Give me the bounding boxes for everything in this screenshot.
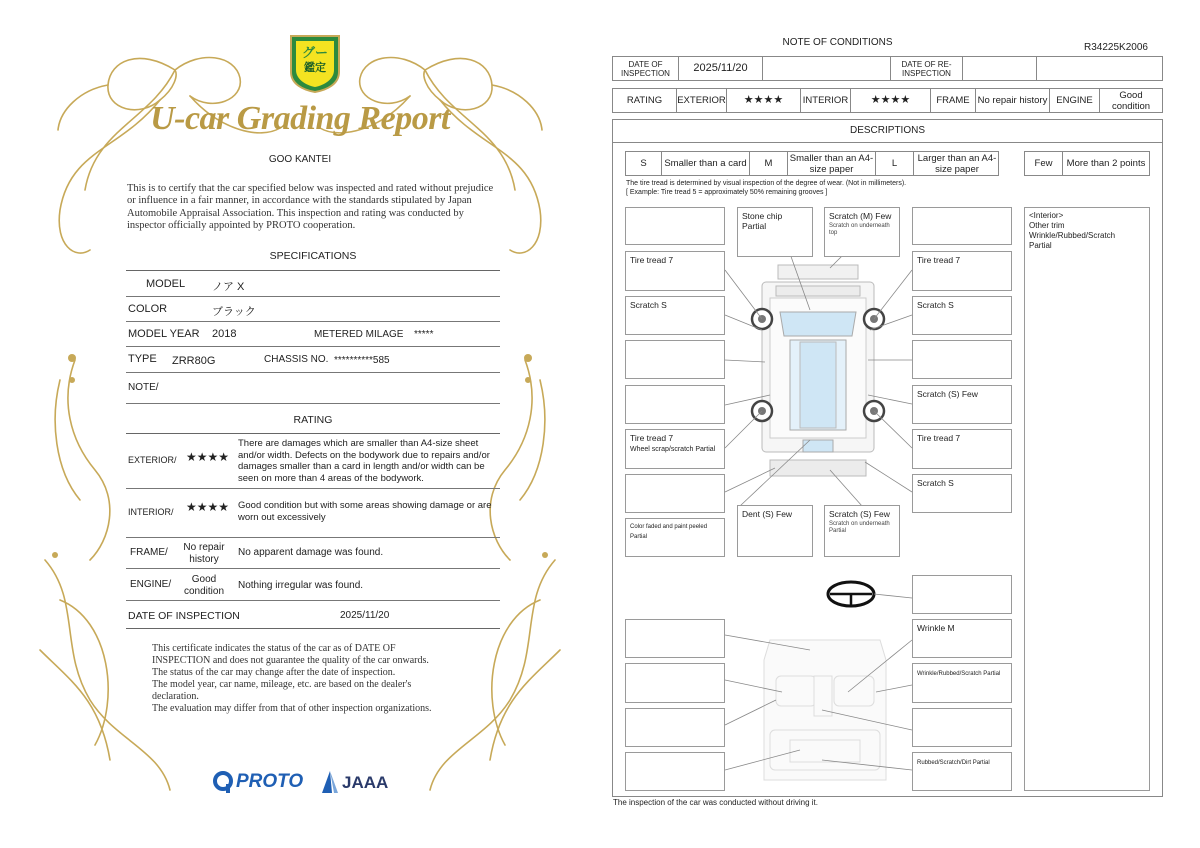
frame-label: FRAME — [931, 89, 976, 112]
color-label: COLOR — [128, 303, 168, 315]
cond-box-empty-5 — [912, 207, 1012, 245]
goo-kantei-badge — [287, 32, 343, 94]
legend-l-text: Larger than an A4-size paper — [917, 152, 997, 175]
cond-box-empty-1 — [625, 207, 725, 245]
steering-wheel-icon — [828, 582, 874, 606]
descriptions-heading: DESCRIPTIONS — [612, 119, 1163, 143]
rating-label: RATING — [613, 89, 677, 112]
cond-scratch-rear: Scratch (S) Few Scratch on underneath Partial — [824, 505, 900, 557]
exterior-label: EXTERIOR/ — [128, 455, 177, 465]
model-value: ノア X — [212, 281, 245, 293]
badge-line2: 鑑定 — [304, 62, 326, 74]
frame-value: No repair history — [183, 542, 225, 565]
color-value: ブラック — [212, 306, 256, 318]
doi-value: 2025/11/20 — [340, 610, 390, 621]
cond-dent: Dent (S) Few — [737, 505, 813, 557]
interior-note-box: <Interior> Other trim Wrinkle/Rubbed/Scratch Partial — [1024, 207, 1150, 791]
cond-scratch-rear-right: Scratch S — [912, 474, 1012, 513]
cond-box-empty-7 — [912, 708, 1012, 747]
cond-box-empty-9 — [625, 663, 725, 703]
tire-note-1: The tire tread is determined by visual inspection of the degree of wear. (Not in millimeters). — [626, 180, 907, 187]
exterior-stars: ★★★★ — [727, 89, 801, 112]
reinspection-label: DATE OF RE-INSPECTION — [891, 57, 963, 80]
legend-s-text: Smaller than a card — [662, 152, 750, 175]
conditions-title: NOTE OF CONDITIONS — [782, 37, 893, 48]
cond-scratch-right: Scratch S — [912, 296, 1012, 335]
cond-tire-front-right: Tire tread 7 — [912, 251, 1012, 291]
type-label: TYPE — [128, 353, 157, 365]
cond-box-empty-8 — [625, 619, 725, 658]
report-reference: R34225K2006 — [1084, 42, 1148, 53]
cond-wrinkle-m: Wrinkle M — [912, 619, 1012, 658]
cond-steering — [912, 575, 1012, 614]
inspection-footnote: The inspection of the car was conducted without driving it. — [613, 798, 818, 807]
legend-few-text: More than 2 points — [1066, 158, 1146, 169]
legend-few: Few — [1025, 152, 1063, 175]
proto-logo-icon — [212, 770, 234, 794]
certificate-footer: This certificate indicates the status of the car as of DATE OF INSPECTION and does not guarantee the quality of the car onwards. The status of the car may change after the date of inspection. The model year, car name, mileage, etc. are based on the dealer's declaration. The evaluation may differ from that of other inspection organizations. — [152, 643, 432, 714]
tire-note-2: [ Example: Tire tread 5 = approximately 50% remaining grooves ] — [626, 189, 828, 196]
cond-color-faded: Color faded and paint peeled Partial — [625, 518, 725, 557]
report-title: U-car Grading Report — [150, 100, 450, 137]
chassis-label: CHASSIS NO. — [264, 354, 329, 365]
doi-value: 2025/11/20 — [679, 57, 763, 80]
engine-label: ENGINE — [1050, 89, 1100, 112]
cond-wrinkle-rubbed: Wrinkle/Rubbed/Scratch Partial — [912, 663, 1012, 703]
jaaa-logo-icon — [320, 769, 340, 795]
doi-label: DATE OF INSPECTION — [128, 610, 240, 622]
legend-m: M — [750, 152, 788, 175]
cond-box-empty-10 — [625, 708, 725, 747]
report-subtitle: GOO KANTEI — [268, 154, 332, 165]
cond-box-empty-11 — [625, 752, 725, 791]
certification-intro: This is to certify that the car specified below was inspected and rated without prejudice or influence in a fair manner, in accordance with the standards stipulated by Japan Automobile Appraisal Association. This inspection and rating was conducted by inspector officially appointed by PROTO cooperation. — [127, 183, 494, 232]
engine-label: ENGINE/ — [130, 579, 172, 590]
cond-scratch-few: Scratch (S) Few — [912, 385, 1012, 424]
engine-description: Nothing irregular was found. — [238, 580, 364, 591]
doi-label: DATE OF INSPECTION — [613, 57, 679, 80]
interior-label: INTERIOR/ — [128, 507, 174, 517]
type-value: ZRR80G — [172, 355, 216, 367]
cond-scratch-left: Scratch S — [625, 296, 725, 335]
exterior-description: There are damages which are smaller than A4-size sheet and/or width. Defects on the bodywork due to repairs and/or damages smaller than a card in length and/or width can be seen on more than 4 areas of the bodywork. — [238, 438, 490, 484]
note-of-conditions — [600, 0, 1200, 848]
cond-box-empty-6 — [912, 340, 1012, 379]
cond-tire-front-left: Tire tread 7 — [625, 251, 725, 291]
metered-milage-value: ***** — [414, 329, 434, 340]
car-exterior-outline — [752, 265, 884, 476]
cond-box-empty-4 — [625, 474, 725, 513]
cond-tire-rear-left: Tire tread 7 Wheel scrap/scratch Partial — [625, 429, 725, 469]
metered-milage-label: METERED MILAGE — [314, 329, 404, 340]
engine-value: Good condition — [183, 574, 225, 597]
frame-label: FRAME/ — [130, 547, 168, 558]
model-year-label: MODEL YEAR — [128, 328, 200, 340]
interior-label: INTERIOR — [801, 89, 851, 112]
model-label: MODEL — [146, 278, 186, 290]
cond-stone-chip: Stone chip Partial — [737, 207, 813, 257]
legend-m-text: Smaller than an A4-size paper — [788, 152, 876, 175]
frame-description: No apparent damage was found. — [238, 547, 384, 558]
cond-box-empty-3 — [625, 385, 725, 424]
exterior-label: EXTERIOR — [677, 89, 727, 112]
car-interior-outline — [764, 640, 886, 780]
model-year-value: 2018 — [212, 328, 237, 340]
cond-tire-rear-right: Tire tread 7 — [912, 429, 1012, 469]
engine-value: Good condition — [1111, 89, 1151, 112]
frame-value: No repair history — [976, 89, 1050, 112]
note-label: NOTE/ — [128, 382, 159, 393]
specifications-heading: SPECIFICATIONS — [269, 250, 357, 262]
proto-logo-text: PROTO — [236, 771, 304, 792]
rating-heading: RATING — [293, 414, 333, 426]
chassis-value: **********585 — [334, 355, 390, 366]
jaaa-logo-text: JAAA — [342, 773, 389, 792]
legend-l: L — [876, 152, 914, 175]
interior-stars: ★★★★ — [851, 89, 931, 112]
badge-line1: グー — [301, 45, 328, 60]
interior-stars: ★★★★ — [186, 500, 230, 514]
cond-scratch-m: Scratch (M) Few Scratch on underneath top — [824, 207, 900, 257]
legend-s: S — [626, 152, 662, 175]
interior-description: Good condition but with some areas showing damage or are worn out excessively — [238, 500, 492, 523]
cond-box-empty-2 — [625, 340, 725, 379]
cond-rubbed-dirt: Rubbed/Scratch/Dirt Partial — [912, 752, 1012, 791]
exterior-stars: ★★★★ — [186, 450, 230, 464]
